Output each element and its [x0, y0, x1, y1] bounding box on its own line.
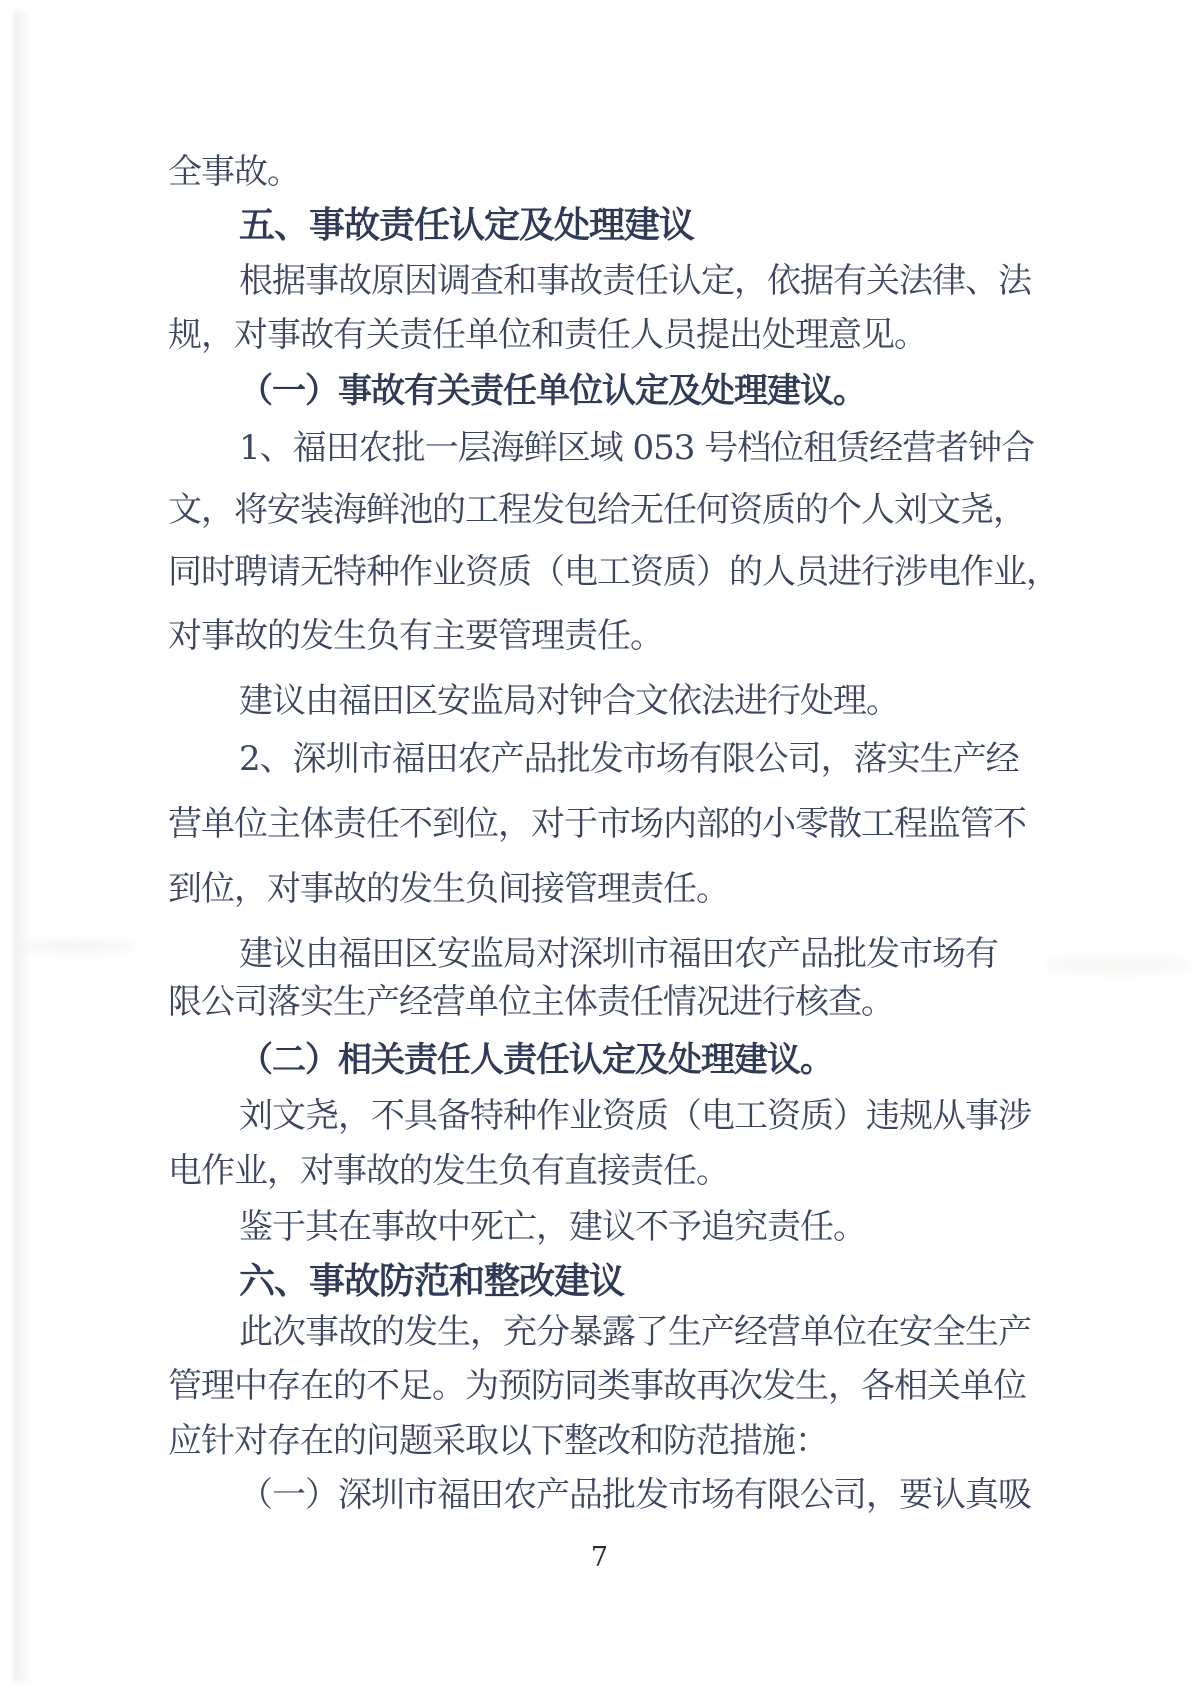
body-line: 管理中存在的不足。为预防同类事故再次发生，各相关单位: [168, 1366, 1026, 1406]
body-line: 2、深圳市福田农产品批发市场有限公司，落实生产经: [239, 739, 1019, 779]
body-line: 全事故。: [168, 152, 300, 192]
scan-edge-streak: [14, 10, 31, 1682]
body-line: 电作业，对事故的发生负有直接责任。: [168, 1151, 729, 1191]
body-line: 此次事故的发生，充分暴露了生产经营单位在安全生产: [239, 1312, 1031, 1352]
body-line: 刘文尧，不具备特种作业资质（电工资质）违规从事涉: [239, 1096, 1031, 1136]
body-line: （一）深圳市福田农产品批发市场有限公司，要认真吸: [239, 1475, 1031, 1515]
body-line: 规，对事故有关责任单位和责任人员提出处理意见。: [168, 315, 927, 355]
body-line: 建议由福田区安监局对深圳市福田农产品批发市场有: [239, 934, 998, 974]
page-number: 7: [590, 1542, 609, 1573]
body-line: 根据事故原因调查和事故责任认定，依据有关法律、法: [239, 261, 1031, 301]
body-line: 限公司落实生产经营单位主体责任情况进行核查。: [168, 982, 894, 1022]
body-line: 对事故的发生负有主要管理责任。: [168, 616, 663, 656]
body-line: 同时聘请无特种作业资质（电工资质）的人员进行涉电作业，: [168, 552, 1059, 592]
scan-smudge: [1042, 956, 1192, 974]
subsection-heading: （一）事故有关责任单位认定及处理建议。: [239, 371, 866, 411]
body-line: 文，将安装海鲜池的工程发包给无任何资质的个人刘文尧，: [168, 490, 1026, 530]
body-line: 鉴于其在事故中死亡，建议不予追究责任。: [239, 1207, 866, 1247]
body-line: 营单位主体责任不到位，对于市场内部的小零散工程监管不: [168, 804, 1026, 844]
body-line: 建议由福田区安监局对钟合文依法进行处理。: [239, 681, 899, 721]
body-line: 1、福田农批一层海鲜区域 053 号档位租赁经营者钟合: [239, 428, 1035, 468]
section-heading: 五、事故责任认定及处理建议: [239, 205, 695, 246]
subsection-heading: （二）相关责任人责任认定及处理建议。: [239, 1040, 833, 1080]
section-heading: 六、事故防范和整改建议: [239, 1261, 625, 1302]
body-line: 应针对存在的问题采取以下整改和防范措施：: [168, 1421, 828, 1461]
scan-smudge: [20, 940, 135, 953]
body-line: 到位，对事故的发生负间接管理责任。: [168, 869, 729, 909]
